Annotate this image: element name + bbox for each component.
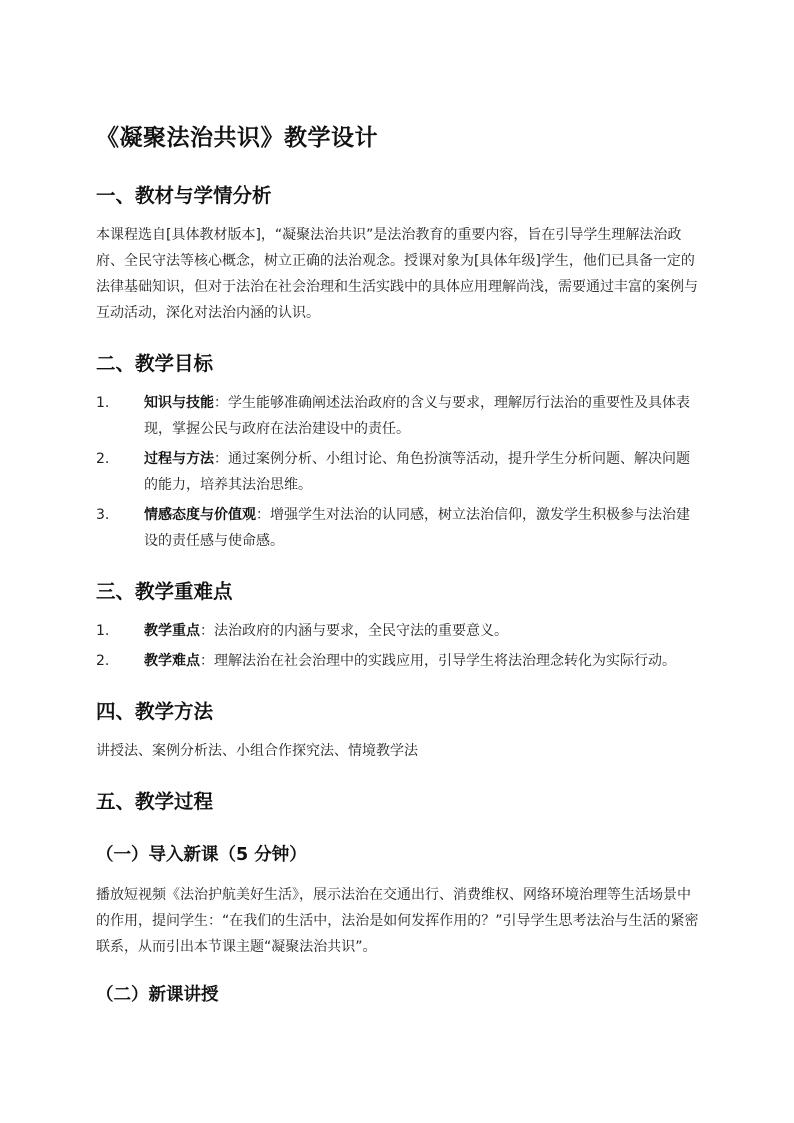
section-heading-objectives: 二、教学目标 xyxy=(96,352,214,375)
list-item xyxy=(96,446,702,498)
section-heading-key-points: 三、教学重难点 xyxy=(96,580,233,603)
list-item-number: 2. xyxy=(96,653,110,669)
document-title: 《凝聚法治共识》教学设计 xyxy=(96,125,378,151)
section-heading-process: 五、教学过程 xyxy=(96,790,214,813)
document-content xyxy=(96,118,702,1022)
subsection-paragraph-intro: 播放短视频《法治护航美好生活》，展示法治在交通出行、消费维权、网络环境治理等生活场景中的作用，提问学生：“在我们的生活中，法治是如何发挥作用的？”引导学生思考法治与生活的紧密联系，从而引出本节课主题“凝聚法治共识”。 xyxy=(96,887,699,955)
list-item xyxy=(96,618,702,644)
objectives-list xyxy=(96,390,702,554)
list-item-label: 情感态度与价值观 xyxy=(144,507,256,523)
list-item xyxy=(96,648,702,674)
subsection-heading-new-lesson: （二）新课讲授 xyxy=(96,985,219,1005)
list-item-text: ：法治政府的内涵与要求，全民守法的重要意义。 xyxy=(200,623,508,639)
list-item xyxy=(96,390,702,442)
list-item-label: 教学重点 xyxy=(144,623,200,639)
list-item-text: ：增强学生对法治的认同感，树立法治信仰，激发学生积极参与法治建设的责任感与使命感。 xyxy=(144,507,690,549)
list-item xyxy=(96,502,702,554)
key-points-list xyxy=(96,618,702,674)
list-item-number: 2. xyxy=(96,451,110,467)
section-paragraph-analysis: 本课程选自[具体教材版本]，“凝聚法治共识”是法治教育的重要内容，旨在引导学生理解法治政府、全民守法等核心概念，树立正确的法治观念。授课对象为[具体年级]学生，他们已具备一定的法律基础知识，但对于法治在社会治理和生活实践中的具体应用理解尚浅，需要通过丰富的案例与互动活动，深化对法治内涵的认识。 xyxy=(96,227,698,321)
list-item-label: 教学难点 xyxy=(144,653,200,669)
section-heading-analysis: 一、教材与学情分析 xyxy=(96,184,272,207)
list-item-text: ：学生能够准确阐述法治政府的含义与要求，理解厉行法治的重要性及具体表现，掌握公民与政府在法治建设中的责任。 xyxy=(144,395,690,437)
section-heading-methods: 四、教学方法 xyxy=(96,700,214,723)
list-item-number: 1. xyxy=(96,623,110,639)
list-item-number: 3. xyxy=(96,507,110,523)
list-item-text: ：通过案例分析、小组讨论、角色扮演等活动，提升学生分析问题、解决问题的能力，培养其法治思维。 xyxy=(144,451,690,493)
list-item-text: ：理解法治在社会治理中的实践应用，引导学生将法治理念转化为实际行动。 xyxy=(200,653,676,669)
subsection-heading-intro: （一）导入新课（5 分钟） xyxy=(96,845,307,865)
list-item-label: 过程与方法 xyxy=(144,451,214,467)
section-paragraph-methods: 讲授法、案例分析法、小组合作探究法、情境教学法 xyxy=(96,743,418,759)
list-item-number: 1. xyxy=(96,395,110,411)
list-item-label: 知识与技能 xyxy=(144,395,214,411)
